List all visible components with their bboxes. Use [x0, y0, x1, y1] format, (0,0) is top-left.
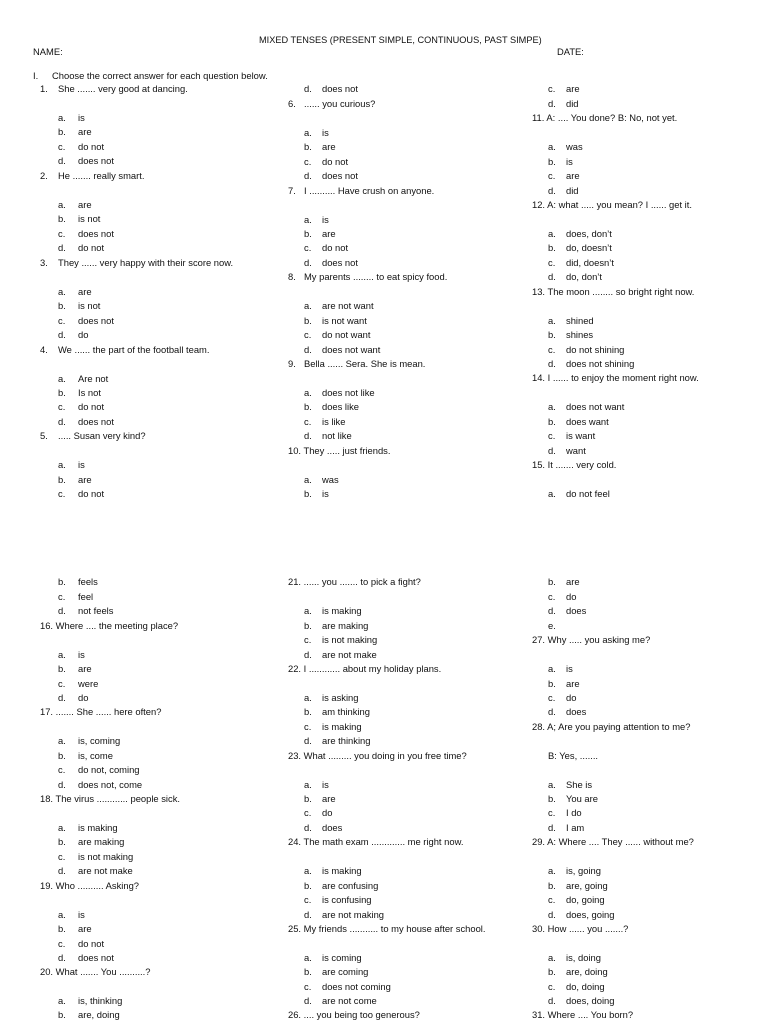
- text-line: d.: [548, 605, 556, 616]
- text-line: c.: [548, 692, 556, 703]
- text-line: 6.: [288, 98, 296, 109]
- text-line: does not, come: [78, 779, 143, 790]
- text-line: You are: [566, 793, 598, 804]
- text-line: is, going: [566, 865, 601, 876]
- text-line: a.: [304, 865, 312, 876]
- text-line: does, going: [566, 909, 615, 920]
- text-line: They ...... very happy with their score now.: [58, 257, 234, 268]
- text-line: d.: [548, 358, 556, 369]
- text-line: do not: [78, 141, 105, 152]
- text-line: does not: [322, 170, 358, 181]
- text-line: does want: [566, 416, 609, 427]
- text-line: c.: [58, 678, 66, 689]
- text-line: does: [566, 706, 587, 717]
- text-line: is: [78, 112, 85, 123]
- page-title: MIXED TENSES (PRESENT SIMPLE, CONTINUOUS, PAST SIMPE): [259, 35, 542, 45]
- text-line: are: [78, 663, 92, 674]
- text-line: do, going: [566, 894, 605, 905]
- text-line: b.: [304, 228, 312, 239]
- text-line: does not: [78, 315, 114, 326]
- text-line: d.: [304, 735, 312, 746]
- instructions: Choose the correct answer for each question below.: [52, 70, 268, 81]
- text-line: She is: [566, 779, 593, 790]
- text-line: 4.: [40, 344, 48, 355]
- text-line: b.: [58, 576, 66, 587]
- text-line: does: [322, 822, 343, 833]
- text-line: is: [322, 488, 329, 499]
- text-line: do not want: [322, 329, 371, 340]
- text-line: is, come: [78, 750, 113, 761]
- text-line: 28. A; Are you paying attention to me?: [532, 721, 691, 732]
- text-line: are: [322, 228, 336, 239]
- text-line: does not: [78, 952, 114, 963]
- text-line: are: [566, 678, 580, 689]
- text-line: b.: [58, 836, 66, 847]
- text-line: are not make: [322, 649, 377, 660]
- text-line: were: [78, 678, 99, 689]
- text-line: shines: [566, 329, 594, 340]
- text-line: a.: [58, 459, 66, 470]
- text-line: c.: [304, 242, 312, 253]
- text-line: b.: [304, 966, 312, 977]
- text-line: a.: [58, 649, 66, 660]
- text-line: a.: [548, 228, 556, 239]
- text-line: a.: [304, 387, 312, 398]
- text-line: c.: [58, 591, 66, 602]
- name-label: NAME:: [33, 46, 63, 57]
- text-line: is making: [322, 605, 362, 616]
- text-line: feels: [78, 576, 98, 587]
- text-line: c.: [304, 634, 312, 645]
- text-line: a.: [548, 141, 556, 152]
- text-line: c.: [548, 981, 556, 992]
- text-line: b.: [304, 401, 312, 412]
- text-line: are, going: [566, 880, 608, 891]
- text-line: 2.: [40, 170, 48, 181]
- text-line: 24. The math exam ............. me right now.: [288, 836, 464, 847]
- text-line: 12. A: what ..... you mean? I ...... get it.: [532, 199, 692, 210]
- text-line: d.: [304, 257, 312, 268]
- text-line: is: [78, 459, 85, 470]
- text-line: c.: [548, 83, 556, 94]
- text-line: c.: [58, 938, 66, 949]
- text-line: b.: [304, 620, 312, 631]
- text-line: are thinking: [322, 735, 371, 746]
- text-line: does not: [78, 155, 114, 166]
- text-line: a.: [548, 952, 556, 963]
- text-line: do not shining: [566, 344, 625, 355]
- text-line: 25. My friends ........... to my house after school.: [288, 923, 486, 934]
- text-line: My parents ........ to eat spicy food.: [304, 271, 448, 282]
- text-line: He ....... really smart.: [58, 170, 145, 181]
- text-line: a.: [548, 401, 556, 412]
- text-line: b.: [548, 242, 556, 253]
- text-line: is: [78, 649, 85, 660]
- text-line: d.: [548, 995, 556, 1006]
- text-line: are, doing: [566, 966, 608, 977]
- text-line: b.: [548, 576, 556, 587]
- text-line: does not: [322, 257, 358, 268]
- text-line: c.: [304, 981, 312, 992]
- text-line: d.: [304, 649, 312, 660]
- text-line: do not: [78, 242, 105, 253]
- text-line: a.: [304, 300, 312, 311]
- text-line: 18. The virus ............ people sick.: [40, 793, 180, 804]
- text-line: c.: [304, 156, 312, 167]
- text-line: a.: [304, 779, 312, 790]
- text-line: did: [566, 98, 579, 109]
- text-line: does not: [322, 83, 358, 94]
- text-line: c.: [58, 851, 66, 862]
- text-line: Bella ...... Sera. She is mean.: [304, 358, 426, 369]
- text-line: is confusing: [322, 894, 372, 905]
- text-line: a.: [58, 822, 66, 833]
- text-line: b.: [548, 156, 556, 167]
- text-line: are: [78, 923, 92, 934]
- text-line: do not: [322, 242, 349, 253]
- text-line: 14. I ...... to enjoy the moment right now.: [532, 372, 699, 383]
- text-line: b.: [58, 923, 66, 934]
- text-line: is not want: [322, 315, 367, 326]
- text-line: d.: [548, 185, 556, 196]
- text-line: does: [566, 605, 587, 616]
- text-line: is making: [78, 822, 118, 833]
- text-line: is want: [566, 430, 596, 441]
- text-line: 31. Where .... You born?: [532, 1009, 634, 1020]
- text-line: c.: [304, 721, 312, 732]
- text-line: ..... Susan very kind?: [58, 430, 146, 441]
- text-line: d.: [304, 83, 312, 94]
- text-line: are, doing: [78, 1009, 120, 1020]
- text-line: She ....... very good at dancing.: [58, 83, 188, 94]
- text-line: do, doesn’t: [566, 242, 612, 253]
- text-line: 21. ...... you ....... to pick a fight?: [288, 576, 421, 587]
- text-line: c.: [304, 894, 312, 905]
- text-line: 22. I ............ about my holiday plans.: [288, 663, 442, 674]
- text-line: are coming: [322, 966, 369, 977]
- text-line: are: [566, 83, 580, 94]
- text-line: a.: [58, 995, 66, 1006]
- text-line: d.: [304, 822, 312, 833]
- text-line: b.: [304, 315, 312, 326]
- text-line: is making: [322, 721, 362, 732]
- text-line: d.: [304, 430, 312, 441]
- text-line: c.: [58, 764, 66, 775]
- text-line: 8.: [288, 271, 296, 282]
- text-line: not like: [322, 430, 352, 441]
- text-line: are: [78, 286, 92, 297]
- text-line: shined: [566, 315, 594, 326]
- text-line: 11. A: .... You done? B: No, not yet.: [532, 112, 678, 123]
- text-line: 23. What ......... you doing in you free time?: [288, 750, 467, 761]
- text-line: do not: [78, 938, 105, 949]
- text-line: does not like: [322, 387, 375, 398]
- text-line: are making: [322, 620, 369, 631]
- text-line: did, doesn’t: [566, 257, 614, 268]
- text-line: d.: [304, 995, 312, 1006]
- text-line: a.: [58, 373, 66, 384]
- text-line: do, don’t: [566, 271, 602, 282]
- text-line: is coming: [322, 952, 362, 963]
- text-line: 30. How ...... you .......?: [532, 923, 629, 934]
- text-line: 27. Why ..... you asking me?: [532, 634, 651, 645]
- text-line: 5.: [40, 430, 48, 441]
- text-line: is asking: [322, 692, 359, 703]
- text-line: c.: [58, 141, 66, 152]
- text-line: 3.: [40, 257, 48, 268]
- text-line: b.: [58, 126, 66, 137]
- text-line: b.: [304, 141, 312, 152]
- text-line: was: [322, 474, 339, 485]
- text-line: does not want: [322, 344, 381, 355]
- text-line: b.: [548, 793, 556, 804]
- text-line: are confusing: [322, 880, 379, 891]
- text-line: d.: [58, 155, 66, 166]
- text-line: b.: [304, 793, 312, 804]
- text-line: c.: [58, 228, 66, 239]
- text-line: B: Yes, .......: [548, 750, 599, 761]
- text-line: ...... you curious?: [304, 98, 376, 109]
- text-line: b.: [58, 663, 66, 674]
- text-line: c.: [548, 170, 556, 181]
- text-line: is like: [322, 416, 346, 427]
- text-line: b.: [58, 213, 66, 224]
- text-line: d.: [304, 170, 312, 181]
- text-line: c.: [548, 257, 556, 268]
- text-line: is not making: [322, 634, 378, 645]
- text-line: do not: [78, 488, 105, 499]
- text-line: do: [78, 692, 89, 703]
- text-line: d.: [58, 865, 66, 876]
- text-line: 20. What ....... You ..........?: [40, 966, 151, 977]
- text-line: a.: [548, 663, 556, 674]
- text-line: d.: [58, 416, 66, 427]
- text-line: are not come: [322, 995, 377, 1006]
- text-line: a.: [58, 909, 66, 920]
- text-line: is not: [78, 300, 101, 311]
- text-line: b.: [58, 1009, 66, 1020]
- text-line: c.: [548, 807, 556, 818]
- text-line: c.: [548, 344, 556, 355]
- text-line: b.: [304, 706, 312, 717]
- text-line: 9.: [288, 358, 296, 369]
- text-line: c.: [304, 807, 312, 818]
- text-line: I .......... Have crush on anyone.: [304, 185, 435, 196]
- text-line: d.: [548, 98, 556, 109]
- text-line: does, don’t: [566, 228, 612, 239]
- text-line: are: [78, 126, 92, 137]
- text-line: c.: [58, 488, 66, 499]
- text-line: b.: [548, 678, 556, 689]
- text-line: c.: [58, 401, 66, 412]
- text-line: is: [322, 127, 329, 138]
- text-line: d.: [58, 329, 66, 340]
- text-line: was: [566, 141, 583, 152]
- text-line: d.: [548, 271, 556, 282]
- text-line: want: [566, 445, 586, 456]
- text-line: I am: [566, 822, 585, 833]
- text-line: b.: [304, 488, 312, 499]
- text-line: d.: [548, 445, 556, 456]
- text-line: b.: [548, 329, 556, 340]
- text-line: a.: [548, 779, 556, 790]
- text-line: a.: [304, 692, 312, 703]
- text-line: is making: [322, 865, 362, 876]
- text-line: d.: [548, 706, 556, 717]
- text-line: do not: [322, 156, 349, 167]
- text-line: c.: [58, 315, 66, 326]
- text-line: b.: [58, 300, 66, 311]
- text-line: Are not: [78, 373, 109, 384]
- text-line: e.: [548, 620, 556, 631]
- text-line: does, doing: [566, 995, 615, 1006]
- text-line: a.: [58, 112, 66, 123]
- text-line: does not: [78, 228, 114, 239]
- text-line: d.: [58, 692, 66, 703]
- text-line: d.: [58, 605, 66, 616]
- text-line: b.: [304, 880, 312, 891]
- text-line: are not making: [322, 909, 385, 920]
- text-line: is: [322, 214, 329, 225]
- text-line: 17. ....... She ...... here often?: [40, 706, 162, 717]
- text-line: is: [78, 909, 85, 920]
- text-line: is: [566, 663, 573, 674]
- text-line: d.: [304, 909, 312, 920]
- text-line: 7.: [288, 185, 296, 196]
- text-line: a.: [58, 199, 66, 210]
- text-line: 15. It ....... very cold.: [532, 459, 617, 470]
- text-line: b.: [58, 750, 66, 761]
- text-line: c.: [548, 591, 556, 602]
- text-line: is, doing: [566, 952, 601, 963]
- text-line: a.: [304, 474, 312, 485]
- text-line: am thinking: [322, 706, 370, 717]
- text-line: do: [78, 329, 89, 340]
- text-line: 26. .... you being too generous?: [288, 1009, 420, 1020]
- text-line: a.: [304, 605, 312, 616]
- text-line: c.: [548, 430, 556, 441]
- text-line: do not: [78, 401, 105, 412]
- text-line: are: [566, 170, 580, 181]
- text-line: b.: [548, 966, 556, 977]
- text-line: b.: [548, 416, 556, 427]
- text-line: do not, coming: [78, 764, 140, 775]
- date-label: DATE:: [557, 46, 584, 57]
- text-line: a.: [304, 214, 312, 225]
- text-line: d.: [548, 909, 556, 920]
- text-line: do: [566, 591, 577, 602]
- text-line: is, thinking: [78, 995, 123, 1006]
- text-line: is: [566, 156, 573, 167]
- text-line: d.: [548, 822, 556, 833]
- text-line: does not: [78, 416, 114, 427]
- text-line: We ...... the part of the football team.: [58, 344, 210, 355]
- text-line: do not feel: [566, 488, 610, 499]
- text-line: 13. The moon ........ so bright right now.: [532, 286, 695, 297]
- text-line: b.: [58, 474, 66, 485]
- text-line: 1.: [40, 83, 48, 94]
- text-line: c.: [304, 329, 312, 340]
- text-line: 16. Where .... the meeting place?: [40, 620, 179, 631]
- text-line: are: [322, 793, 336, 804]
- text-line: feel: [78, 591, 94, 602]
- text-line: are: [78, 474, 92, 485]
- text-line: 29. A: Where .... They ...... without me?: [532, 836, 694, 847]
- text-line: does not want: [566, 401, 625, 412]
- text-line: d.: [304, 344, 312, 355]
- text-line: d.: [58, 952, 66, 963]
- text-line: does not coming: [322, 981, 391, 992]
- text-line: Is not: [78, 387, 101, 398]
- text-line: I do: [566, 807, 582, 818]
- text-line: is: [322, 779, 329, 790]
- text-line: a.: [548, 488, 556, 499]
- text-line: do: [322, 807, 333, 818]
- text-line: a.: [548, 865, 556, 876]
- text-line: 10. They ..... just friends.: [288, 445, 391, 456]
- text-line: do: [566, 692, 577, 703]
- text-line: 19. Who .......... Asking?: [40, 880, 140, 891]
- text-line: not feels: [78, 605, 114, 616]
- text-line: b.: [58, 387, 66, 398]
- text-line: are: [78, 199, 92, 210]
- text-line: c.: [548, 894, 556, 905]
- text-line: a.: [58, 735, 66, 746]
- text-line: did: [566, 185, 579, 196]
- text-line: a.: [304, 127, 312, 138]
- text-line: does like: [322, 401, 360, 412]
- text-line: does not shining: [566, 358, 635, 369]
- text-line: a.: [58, 286, 66, 297]
- text-line: c.: [304, 416, 312, 427]
- text-line: a.: [304, 952, 312, 963]
- text-line: are not want: [322, 300, 374, 311]
- text-line: b.: [548, 880, 556, 891]
- text-line: is not making: [78, 851, 134, 862]
- text-line: is, coming: [78, 735, 121, 746]
- text-line: are: [566, 576, 580, 587]
- text-line: a.: [548, 315, 556, 326]
- text-line: are not make: [78, 865, 133, 876]
- section-number: I.: [33, 70, 39, 81]
- text-line: are: [322, 141, 336, 152]
- text-line: d.: [58, 242, 66, 253]
- text-line: do, doing: [566, 981, 605, 992]
- text-line: d.: [58, 779, 66, 790]
- text-line: are making: [78, 836, 125, 847]
- text-line: is not: [78, 213, 101, 224]
